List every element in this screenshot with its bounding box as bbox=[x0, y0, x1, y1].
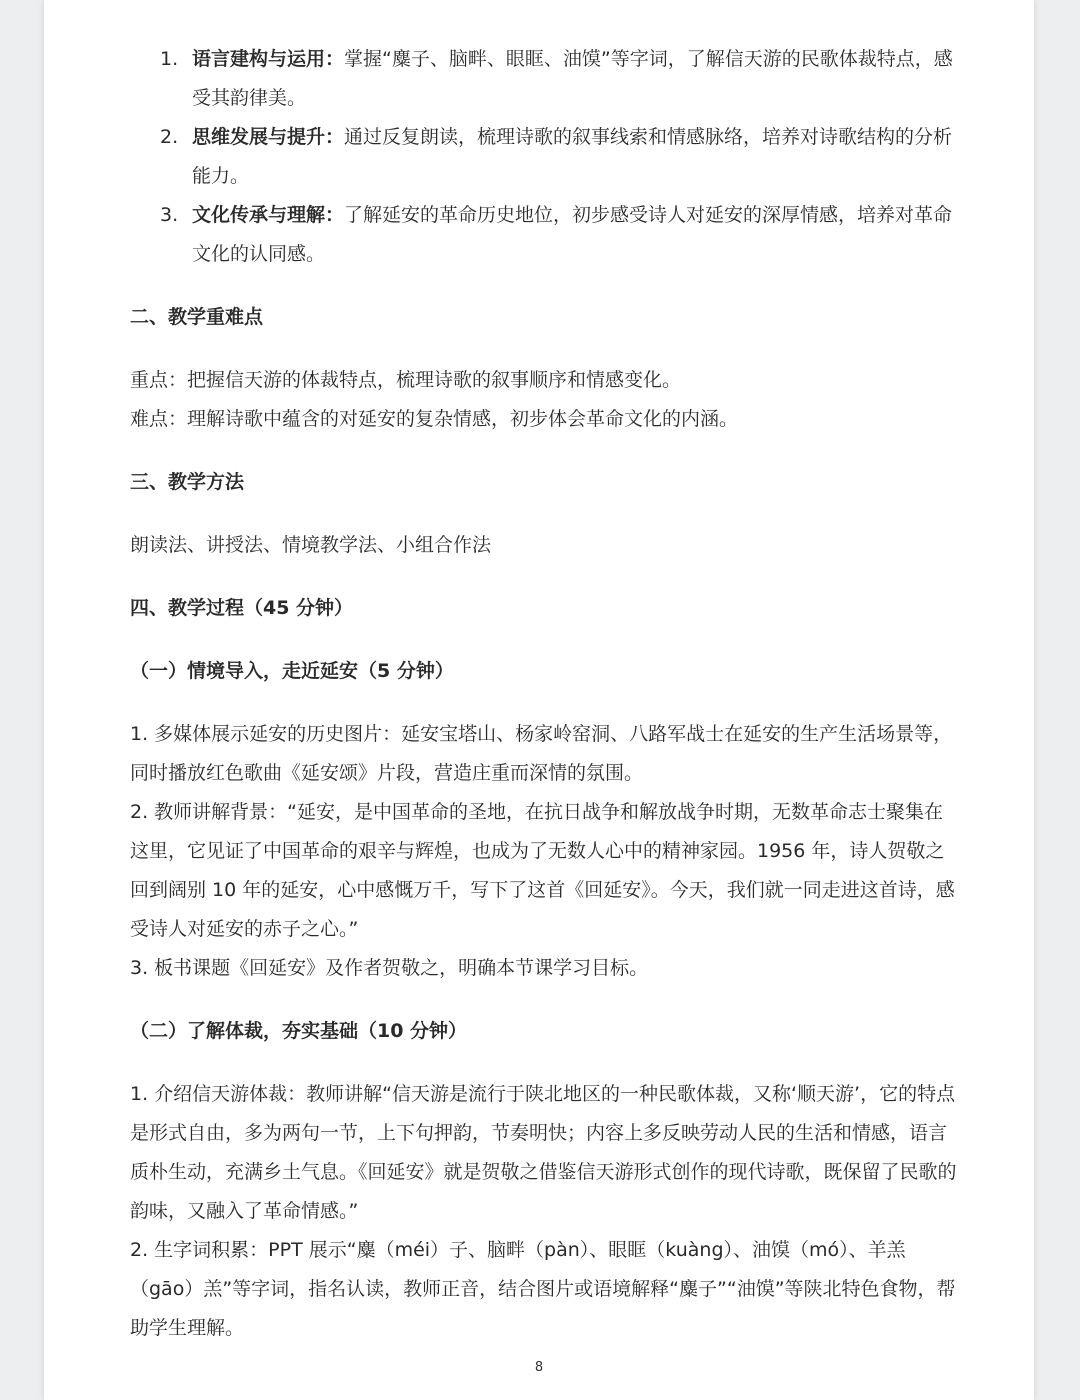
subsection-heading-intro: （一）情境导入，走近延安（5 分钟） bbox=[130, 660, 454, 682]
process-paragraph: 1. 多媒体展示延安的历史图片：延安宝塔山、杨家岭窑洞、八路军战士在延安的生产生活场景等，同时播放红色歌曲《延安颂》片段，营造庄重而深情的氛围。 bbox=[130, 723, 953, 784]
goal-item: 2. 思维发展与提升：通过反复朗读，梳理诗歌的叙事线索和情感脉络，培养对诗歌结构的分析能力。 bbox=[130, 118, 960, 196]
goal-title: 语言建构与运用 bbox=[192, 48, 326, 70]
page-content bbox=[130, 40, 960, 1348]
goal-number: 3. bbox=[160, 204, 179, 226]
goal-item: 1. 语言建构与运用：掌握“麋子、脑畔、眼眶、油馍”等字词，了解信天游的民歌体裁特点，感受其韵律美。 bbox=[130, 40, 960, 118]
section-heading-key-points: 二、教学重难点 bbox=[130, 306, 264, 328]
goal-title: 思维发展与提升 bbox=[192, 126, 326, 148]
key-point bbox=[130, 361, 960, 400]
methods-text: 朗读法、讲授法、情境教学法、小组合作法 bbox=[130, 534, 492, 556]
process-paragraph: 2. 教师讲解背景：“延安，是中国革命的圣地，在抗日战争和解放战争时期，无数革命志士聚集在这里，它见证了中国革命的艰辛与辉煌，也成为了无数人心中的精神家园。1956 年，诗人贺敬之回到阔别 10 年的延安，心中感慨万千，写下了这首《回延安》。今天，我们就一同走进这首诗，感受诗人对延安的赤子之心。” bbox=[130, 801, 955, 940]
goal-text: 通过反复朗读，梳理诗歌的叙事线索和情感脉络，培养对诗歌结构的分析能力。 bbox=[192, 126, 953, 187]
key-point-label: 重点： bbox=[130, 369, 188, 391]
subsection-heading-genre: （二）了解体裁，夯实基础（10 分钟） bbox=[130, 1020, 468, 1042]
key-point-text: 把握信天游的体裁特点，梳理诗歌的叙事顺序和情感变化。 bbox=[187, 369, 682, 391]
goal-text: 掌握“麋子、脑畔、眼眶、油馍”等字词，了解信天游的民歌体裁特点，感受其韵律美。 bbox=[192, 48, 953, 109]
goal-text: 了解延安的革命历史地位，初步感受诗人对延安的深厚情感，培养对革命文化的认同感。 bbox=[192, 204, 953, 265]
difficult-point-label: 难点： bbox=[130, 408, 188, 430]
difficult-point-text: 理解诗歌中蕴含的对延安的复杂情感，初步体会革命文化的内涵。 bbox=[187, 408, 739, 430]
difficult-point bbox=[130, 400, 960, 439]
goal-item: 3. 文化传承与理解：了解延安的革命历史地位，初步感受诗人对延安的深厚情感，培养对革命文化的认同感。 bbox=[130, 196, 960, 274]
goal-number: 2. bbox=[160, 126, 179, 148]
document-page bbox=[44, 0, 1034, 1400]
process-paragraph: 2. 生字词积累：PPT 展示“麋（méi）子、脑畔（pàn）、眼眶（kuàng）、油馍（mó）、羊羔（gāo）羔”等字词，指名认读，教师正音，结合图片或语境解释“麋子”“油馍”等陕北特色食物，帮助学生理解。 bbox=[130, 1239, 956, 1339]
goal-title: 文化传承与理解 bbox=[192, 204, 326, 226]
section-heading-process: 四、教学过程（45 分钟） bbox=[130, 597, 354, 619]
page-number: 8 bbox=[534, 1360, 544, 1375]
goal-number: 1. bbox=[160, 48, 179, 70]
process-paragraph: 1. 介绍信天游体裁：教师讲解“信天游是流行于陕北地区的一种民歌体裁，又称‘顺天游’，它的特点是形式自由，多为两句一节，上下句押韵，节奏明快；内容上多反映劳动人民的生活和情感，语言质朴生动，充满乡土气息。《回延安》就是贺敬之借鉴信天游形式创作的现代诗歌，既保留了民歌的韵味，又融入了革命情感。” bbox=[130, 1083, 957, 1222]
section-heading-methods: 三、教学方法 bbox=[130, 471, 245, 493]
process-paragraph: 3. 板书课题《回延安》及作者贺敬之，明确本节课学习目标。 bbox=[130, 957, 649, 979]
